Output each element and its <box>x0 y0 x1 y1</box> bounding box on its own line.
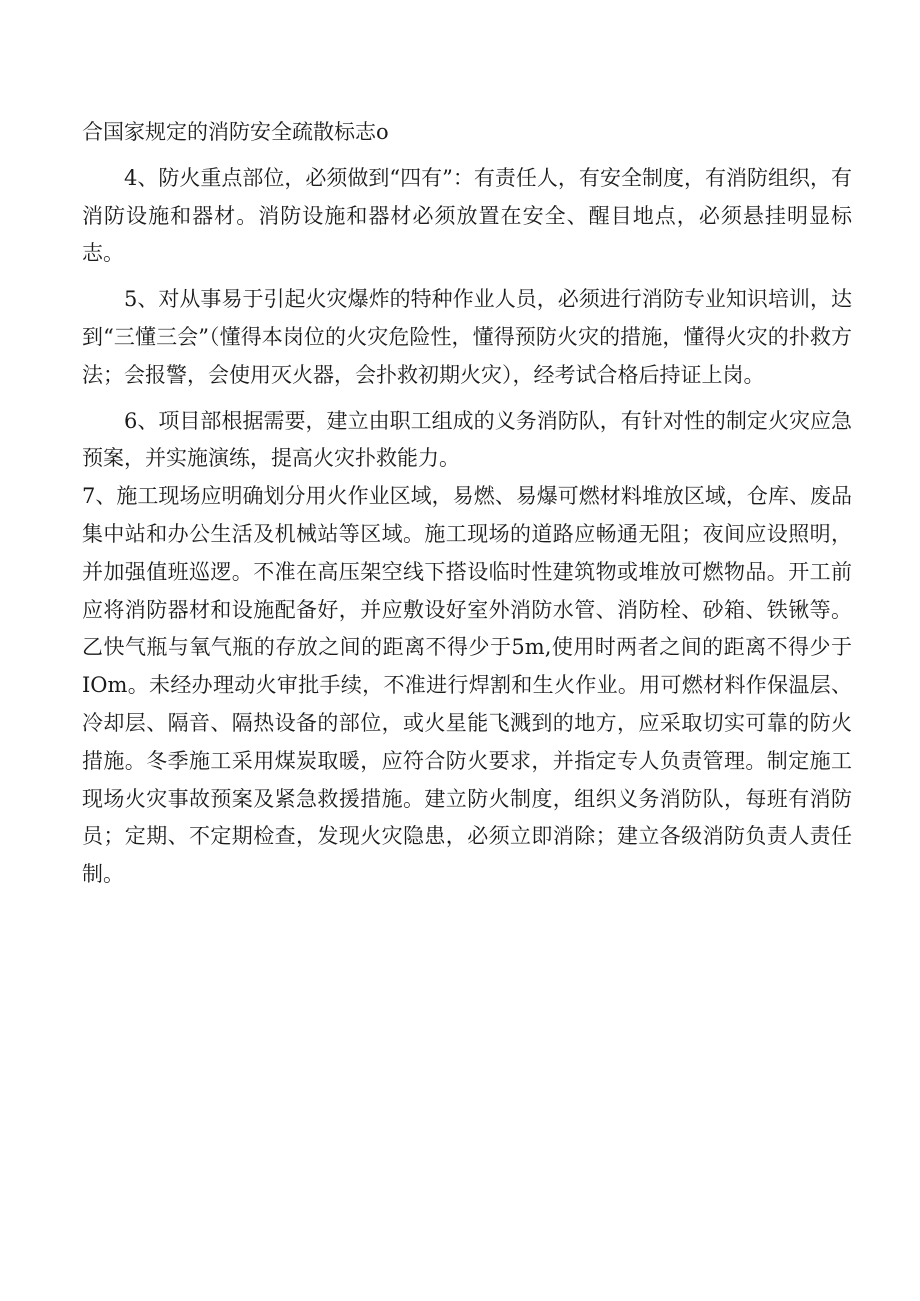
document-body <box>82 114 852 894</box>
paragraph-continuation: 合国家规定的消防安全疏散标志o <box>82 120 389 144</box>
paragraph-item-6: 6、项目部根据需要，建立由职工组成的义务消防队，有针对性的制定火灾应急预案，并实施演练，提高火灾扑救能力。 <box>82 408 852 471</box>
paragraph-item-4: 4、防火重点部位，必须做到“四有”：有责任人，有安全制度，有消防组织，有消防设施和器材。消防设施和器材必须放置在安全、醒目地点，必须悬挂明显标志。 <box>82 165 852 266</box>
paragraph-item-5: 5、对从事易于引起火灾爆炸的特种作业人员，必须进行消防专业知识培训，达到“三懂三会”（懂得本岗位的火灾危险性，懂得预防火灾的措施，懂得火灾的扑救方法；会报警，会使用灭火器，会扑救初期火灾），经考试合格后持证上岗。 <box>82 287 852 387</box>
paragraph-item-7: 7、施工现场应明确划分用火作业区域，易燃、易爆可燃材料堆放区域，仓库、废品集中站和办公生活及机械站等区域。施工现场的道路应畅通无阻；夜间应设照明，并加强值班巡逻。不准在高压架空线下搭设临时性建筑物或堆放可燃物品。开工前应将消防器材和设施配备好，并应敷设好室外消防水管、消防栓、砂箱、铁锹等。乙快气瓶与氧气瓶的存放之间的距离不得少于5m,使用时两者之间的距离不得少于IOm。未经办理动火审批手续，不准进行焊割和生火作业。用可燃材料作保温层、冷却层、隔音、隔热设备的部位，或火星能飞溅到的地方，应采取切实可靠的防火措施。冬季施工采用煤炭取暖，应符合防火要求，并指定专人负责管理。制定施工现场火灾事故预案及紧急救援措施。建立防火制度，组织义务消防队，每班有消防员；定期、不定期检查，发现火灾隐患，必须立即消除；建立各级消防负责人责任制。 <box>82 484 852 887</box>
